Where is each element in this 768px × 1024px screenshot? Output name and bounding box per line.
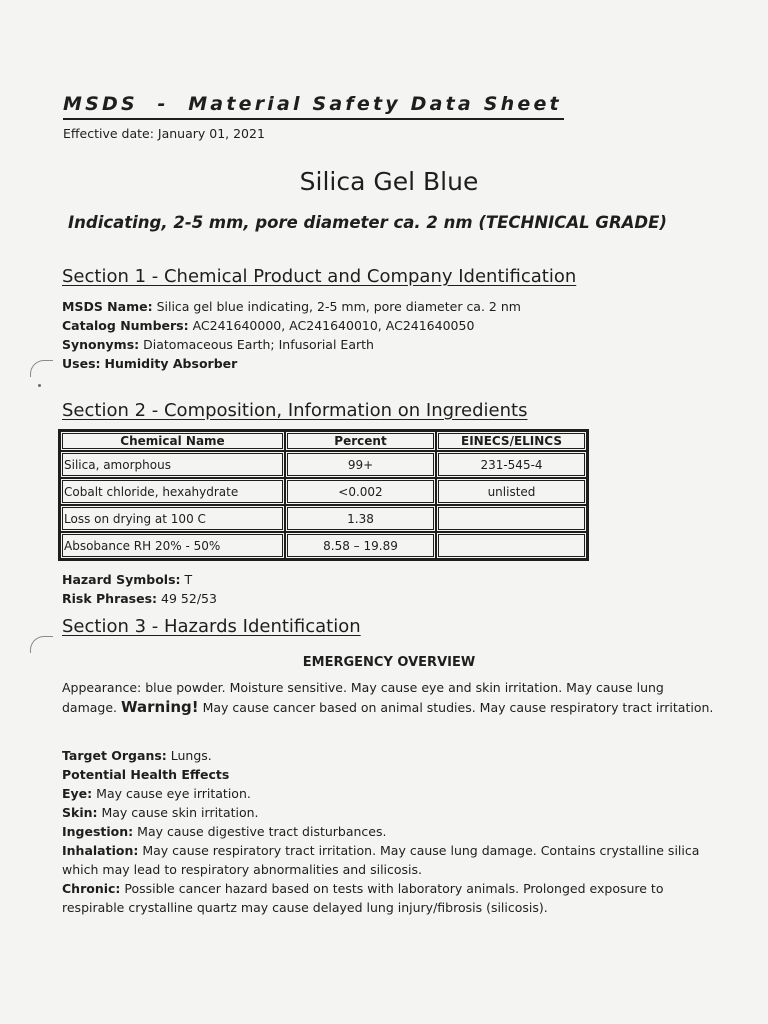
skin-effect-line <box>62 804 722 823</box>
scan-speck <box>38 384 41 387</box>
field-label: Skin: <box>62 805 98 820</box>
hazard-symbols-field <box>62 571 192 588</box>
section-3-heading: Section 3 - Hazards Identification <box>62 616 361 637</box>
field-label: Potential Health Effects <box>62 767 230 782</box>
percent-cell: <0.002 <box>285 478 436 505</box>
document-title: MSDS - Material Safety Data Sheet <box>63 90 564 120</box>
field-label: Risk Phrases: <box>62 591 158 606</box>
synonyms-field <box>62 336 374 353</box>
field-value: May cause skin irritation. <box>101 805 259 820</box>
field-label: Catalog Numbers: <box>62 318 189 333</box>
field-value: May cause respiratory tract irritation. May cause lung damage. Contains crystalline silica which may lead to respiratory abnormalities and silicosis. <box>62 843 700 877</box>
msds-name-field <box>62 298 521 315</box>
field-label: Synonyms: <box>62 337 140 352</box>
appearance-text-rest: May cause cancer based on animal studies. May cause respiratory tract irritation. <box>198 699 714 715</box>
emergency-overview-title: EMERGENCY OVERVIEW <box>302 655 476 670</box>
target-organs-line <box>62 747 722 766</box>
percent-cell: 1.38 <box>285 505 436 532</box>
section-2-heading: Section 2 - Composition, Information on Ingredients <box>62 400 528 421</box>
product-name: Silica Gel Blue <box>299 167 479 196</box>
eye-effect-line <box>62 785 722 804</box>
warning-word: Warning! <box>121 697 199 716</box>
chemical-name-cell: Absobance RH 20% - 50% <box>60 532 285 559</box>
composition-table <box>58 429 589 561</box>
column-header-chemical-name: Chemical Name <box>60 431 285 451</box>
table-row <box>60 451 587 478</box>
field-value: Possible cancer hazard based on tests with laboratory animals. Prolonged exposure to respirable crystalline quartz may cause delayed lung injury/fibrosis (silicosis). <box>62 881 664 915</box>
field-label: MSDS Name: <box>62 299 153 314</box>
table-row <box>60 532 587 559</box>
field-label: Chronic: <box>62 881 121 896</box>
field-label: Ingestion: <box>62 824 134 839</box>
field-value: 49 52/53 <box>161 591 217 606</box>
field-value: T <box>184 572 193 587</box>
appearance-text: Appearance: blue powder. Moisture sensitive. May cause eye and skin irritation. May cause lung damage. <box>62 680 664 715</box>
potential-health-effects-heading <box>62 766 722 785</box>
field-value: Lungs. <box>170 748 212 763</box>
catalog-numbers-field <box>62 317 474 334</box>
chemical-name-cell: Loss on drying at 100 C <box>60 505 285 532</box>
inhalation-effect-paragraph <box>62 842 722 879</box>
einecs-cell: unlisted <box>436 478 587 505</box>
einecs-cell <box>436 505 587 532</box>
appearance-paragraph <box>62 679 722 717</box>
chemical-name-cell: Silica, amorphous <box>60 451 285 478</box>
table-header-row <box>60 431 587 451</box>
field-label: Target Organs: <box>62 748 167 763</box>
einecs-cell: 231-545-4 <box>436 451 587 478</box>
column-header-einecs: EINECS/ELINCS <box>436 431 587 451</box>
hole-punch-mark <box>30 636 53 653</box>
hole-punch-mark <box>30 360 53 377</box>
field-value: AC241640000, AC241640010, AC241640050 <box>192 318 475 333</box>
field-value: May cause eye irritation. <box>96 786 251 801</box>
einecs-cell <box>436 532 587 559</box>
column-header-percent: Percent <box>285 431 436 451</box>
field-label: Eye: <box>62 786 93 801</box>
field-value: Diatomaceous Earth; Infusorial Earth <box>143 337 374 352</box>
field-label: Hazard Symbols: <box>62 572 181 587</box>
ingestion-effect-line <box>62 823 722 842</box>
chemical-name-cell: Cobalt chloride, hexahydrate <box>60 478 285 505</box>
table-row <box>60 505 587 532</box>
risk-phrases-field <box>62 590 217 607</box>
field-value: May cause digestive tract disturbances. <box>137 824 387 839</box>
uses-field <box>62 355 237 372</box>
chronic-effect-paragraph <box>62 880 722 917</box>
product-subtitle: Indicating, 2-5 mm, pore diameter ca. 2 nm (TECHNICAL GRADE) <box>68 213 667 232</box>
percent-cell: 99+ <box>285 451 436 478</box>
percent-cell: 8.58 – 19.89 <box>285 532 436 559</box>
field-label: Uses: <box>62 356 101 371</box>
field-value: Silica gel blue indicating, 2-5 mm, pore diameter ca. 2 nm <box>156 299 521 314</box>
field-label: Inhalation: <box>62 843 139 858</box>
section-1-heading: Section 1 - Chemical Product and Company Identification <box>62 266 577 287</box>
table-row <box>60 478 587 505</box>
effective-date: Effective date: January 01, 2021 <box>63 126 265 141</box>
field-value: Humidity Absorber <box>104 356 238 371</box>
